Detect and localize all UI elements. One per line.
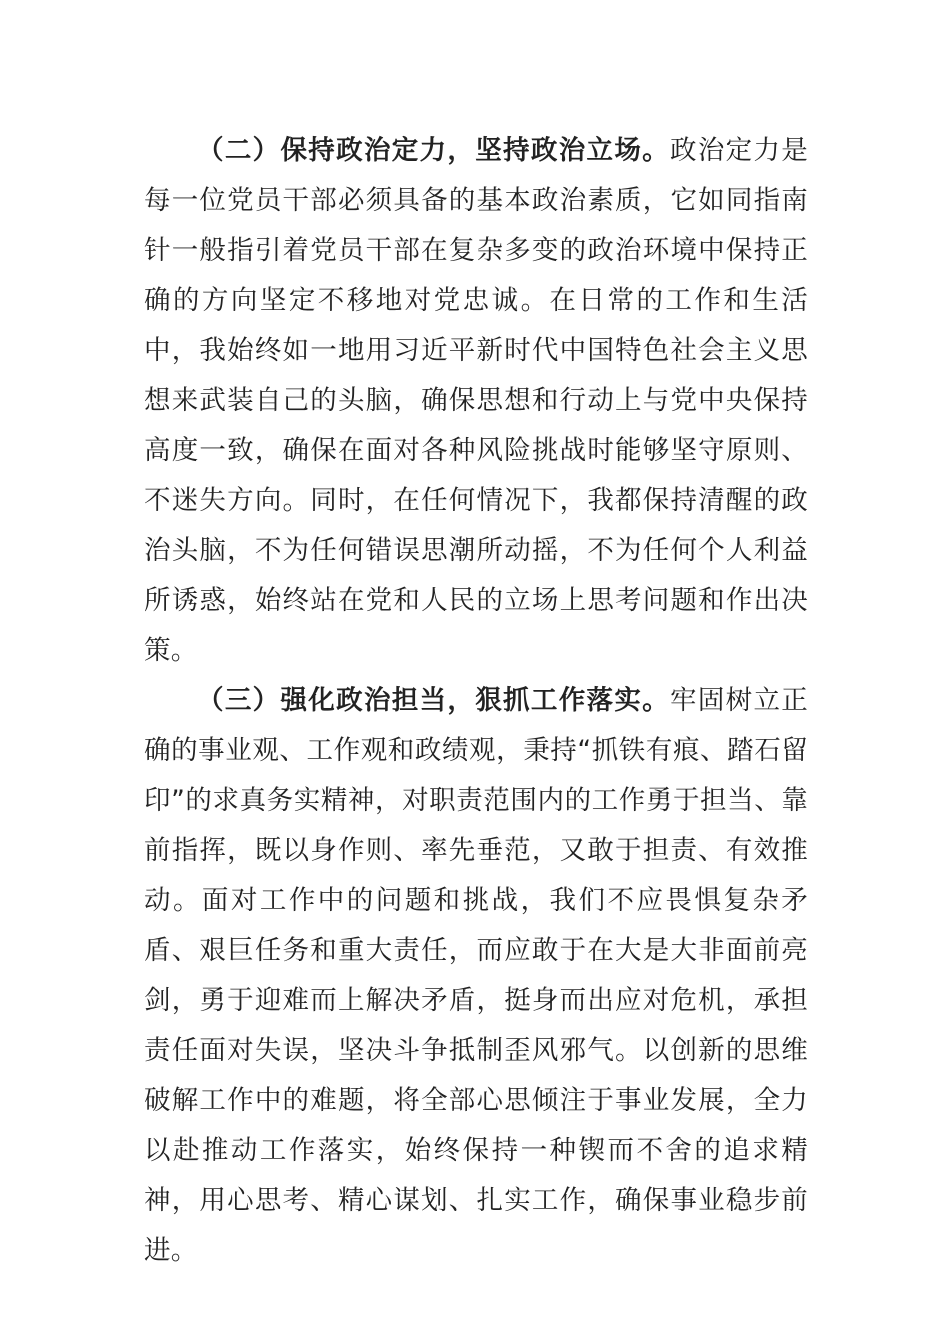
paragraph-political-responsibility [144, 676, 808, 1276]
paragraph-political-stance [144, 126, 808, 676]
paragraph-heading: （二）保持政治定力，坚持政治立场。 [197, 135, 670, 166]
paragraph-body: 政治定力是每一位党员干部必须具备的基本政治素质，它如同指南针一般指引着党员干部在复杂多变的政治环境中保持正确的方向坚定不移地对党忠诚。在日常的工作和生活中，我始终如一地用习近平新时代中国特色社会主义思想来武装自己的头脑，确保思想和行动上与党中央保持高度一致，确保在面对各种风险挑战时能够坚守原则、不迷失方向。同时，在任何情况下，我都保持清醒的政治头脑，不为任何错误思潮所动摇，不为任何个人利益所诱惑，始终站在党和人民的立场上思考问题和作出决策。 [144, 135, 808, 666]
paragraph-body: 牢固树立正确的事业观、工作观和政绩观，秉持“抓铁有痕、踏石留印”的求真务实精神，对职责范围内的工作勇于担当、靠前指挥，既以身作则、率先垂范，又敢于担责、有效推动。面对工作中的问题和挑战，我们不应畏惧复杂矛盾、艰巨任务和重大责任，而应敢于在大是大非面前亮剑，勇于迎难而上解决矛盾，挺身而出应对危机，承担责任面对失误，坚决斗争抵制歪风邪气。以创新的思维破解工作中的难题，将全部心思倾注于事业发展，全力以赴推动工作落实，始终保持一种锲而不舍的追求精神，用心思考、精心谋划、扎实工作，确保事业稳步前进。 [144, 685, 808, 1266]
document-page [144, 126, 808, 1276]
paragraph-heading: （三）强化政治担当，狠抓工作落实。 [197, 685, 670, 716]
